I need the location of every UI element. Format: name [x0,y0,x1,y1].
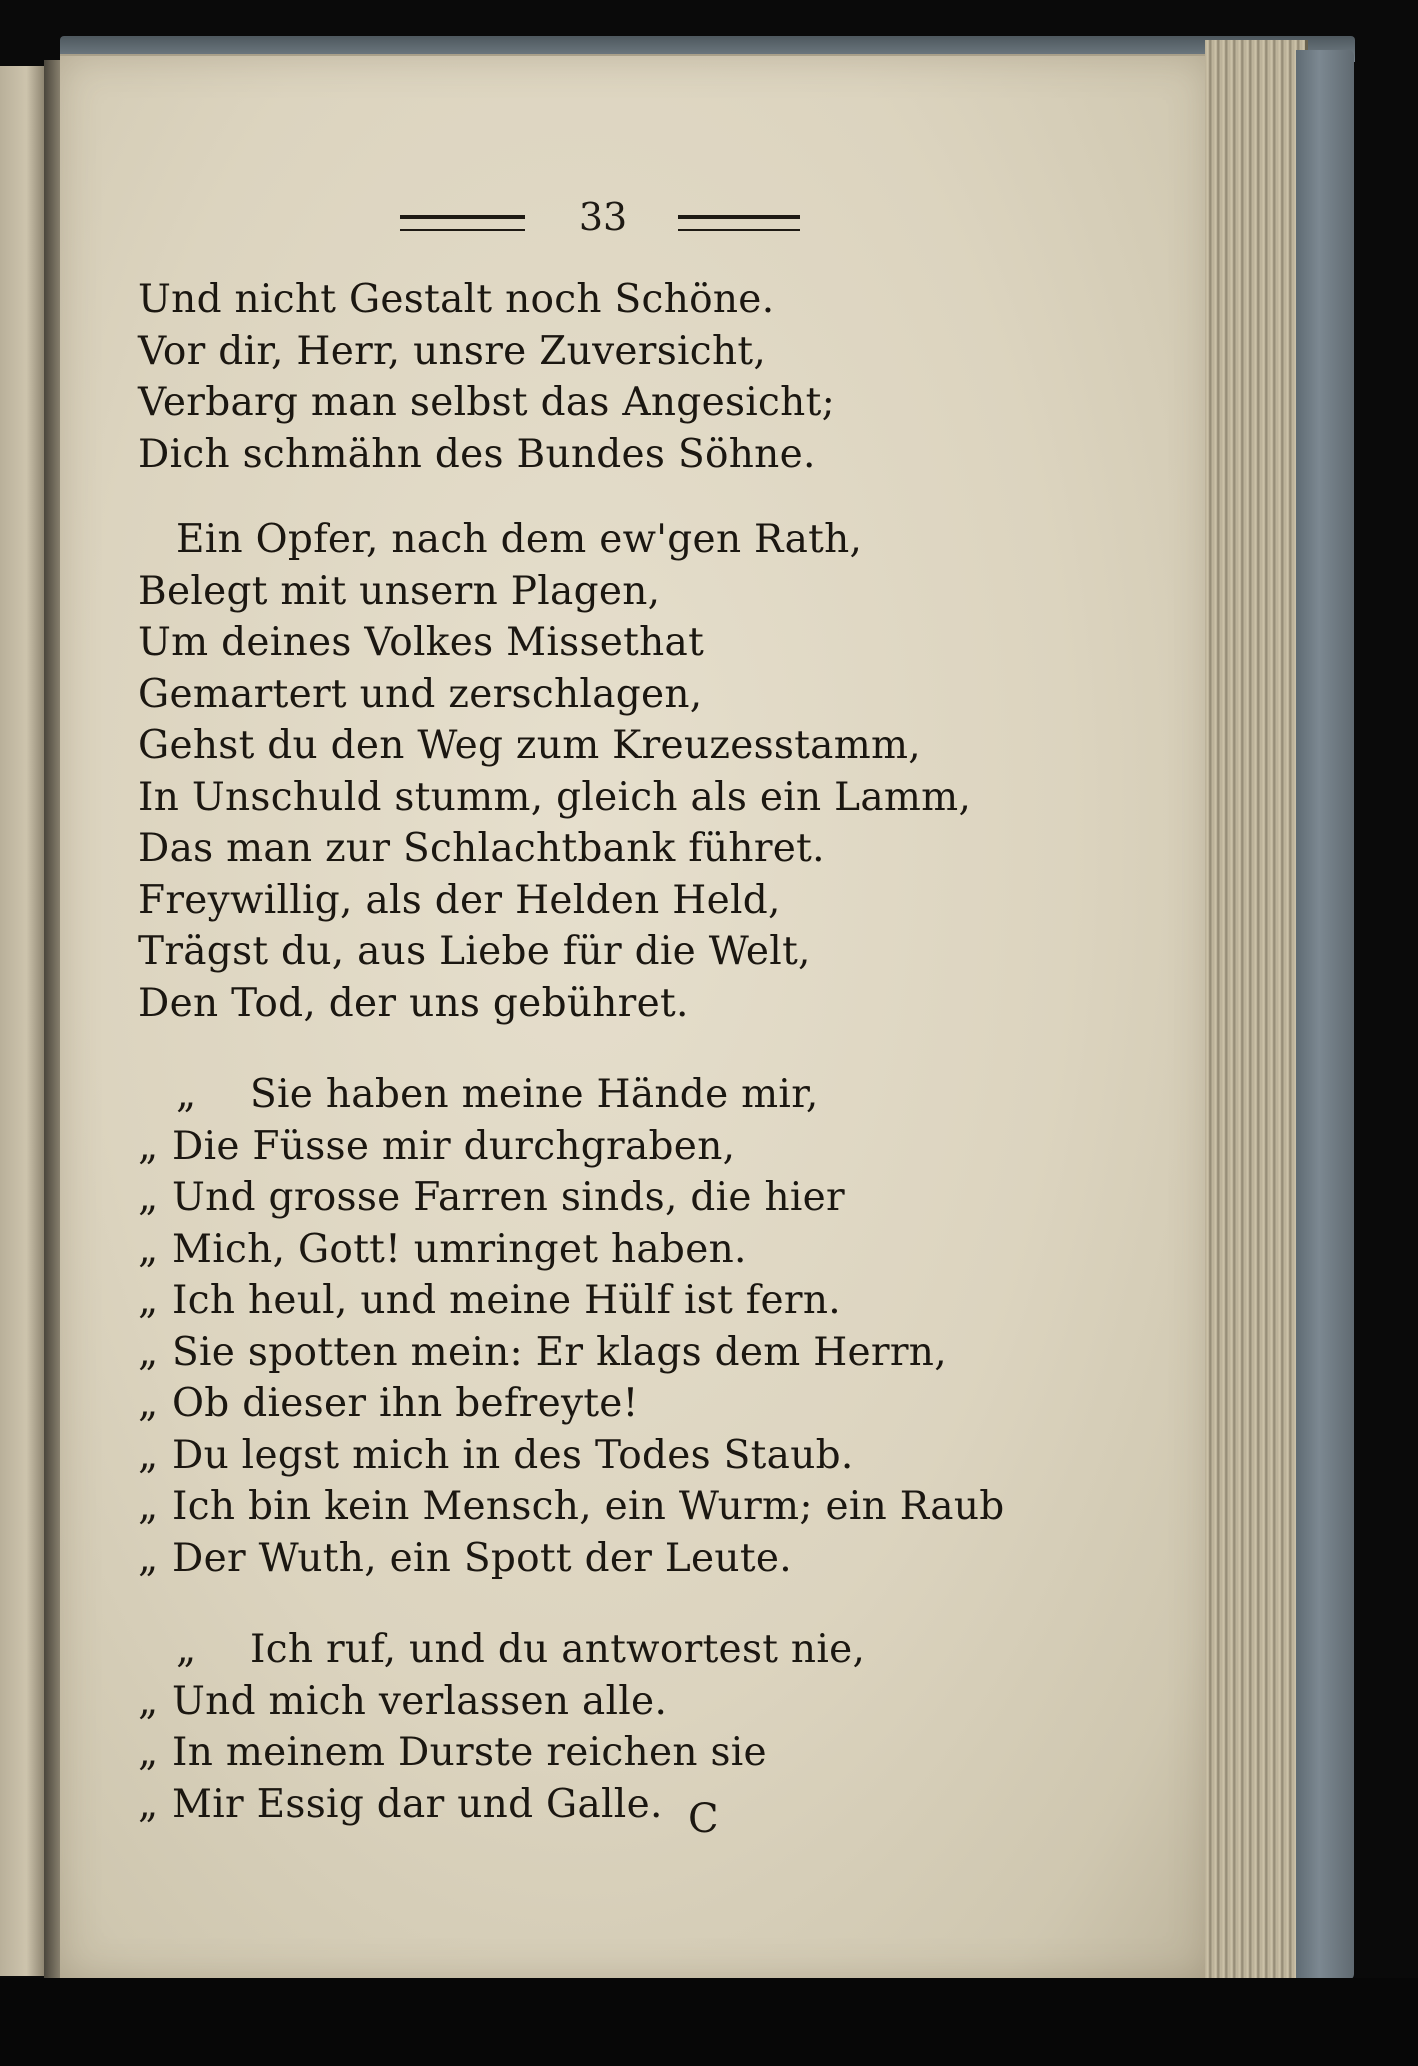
quote-mark: „ [138,1226,159,1272]
verse-line [138,1327,1178,1379]
verse-line [138,1275,1178,1327]
verse-text: Ich ruf, und du antwortest nie, [250,1627,866,1672]
verse-line [138,1676,1178,1728]
signature-mark: C [688,1796,719,1842]
verse-line: Vor dir, Herr, unsre Zuversicht, [138,328,767,374]
quote-mark: „ [138,1730,159,1775]
verse-line: Den Tod, der uns gebühret. [138,980,689,1026]
verse-line [138,1481,1178,1533]
verse-text: Du legst mich in des Todes Staub. [172,1432,854,1478]
stanza-4 [138,1624,1178,1830]
verse-line [138,1224,1178,1276]
verse-line: Trägst du, aus Liebe für die Welt, [138,929,811,974]
cover-board [1296,50,1354,1980]
verse-line: Belegt mit unsern Plagen, [138,568,661,614]
verse-text: Ich bin kein Mensch, ein Wurm; ein Raub [172,1484,1005,1529]
left-page-edge [0,66,47,1976]
poem-text [138,274,1178,1830]
quote-mark: „ [138,1678,159,1724]
verse-line: Verbarg man selbst das Angesicht; [138,380,836,425]
quote-mark: „ [176,1072,197,1117]
verse-line [138,1430,1178,1482]
scan-background [0,1978,1418,2066]
quote-mark: „ [138,1329,159,1375]
page-number: 33 [578,195,628,239]
verse-text: Ob dieser ihn befreyte! [172,1381,639,1426]
quote-mark: „ [138,1381,159,1426]
verse-line [138,1069,1178,1121]
verse-text: Die Füsse mir durchgraben, [172,1123,736,1169]
verse-line: Um deines Volkes Missethat [138,620,705,665]
quote-mark: „ [138,1432,159,1478]
verse-line [138,1172,1178,1224]
page-fore-edge [1205,40,1308,1985]
stanza-2 [138,514,1178,1029]
stanza-3 [138,1069,1178,1584]
stanza-1 [138,274,1178,480]
verse-line: Gehst du den Weg zum Kreuzesstamm, [138,723,921,768]
verse-line: In Unschuld stumm, gleich als ein Lamm, [138,774,972,820]
verse-line [138,1533,1178,1585]
verse-text: Sie haben meine Hände mir, [250,1072,819,1117]
verse-line [138,1779,1178,1831]
verse-line [138,1727,1178,1779]
header-rule-right [678,215,800,231]
verse-text: Und mich verlassen alle. [172,1678,668,1724]
verse-text: Und grosse Farren sinds, die hier [172,1175,845,1220]
verse-text: Ich heul, und meine Hülf ist fern. [172,1278,841,1323]
verse-line [138,1378,1178,1430]
quote-mark: „ [138,1781,159,1827]
verse-line: Dich schmähn des Bundes Söhne. [138,431,816,477]
quote-mark: „ [138,1535,159,1581]
quote-mark: „ [138,1278,159,1323]
verse-text: Mich, Gott! umringet haben. [172,1226,747,1272]
verse-text: Mir Essig dar und Galle. [172,1781,663,1827]
quote-mark: „ [176,1627,197,1672]
verse-line: Und nicht Gestalt noch Schöne. [138,277,775,322]
verse-text: Sie spotten mein: Er klags dem Herrn, [172,1329,947,1375]
verse-line [138,1121,1178,1173]
verse-line: Das man zur Schlachtbank führet. [138,826,825,871]
quote-mark: „ [138,1175,159,1220]
verse-text: Der Wuth, ein Spott der Leute. [172,1535,792,1581]
verse-line: Gemartert und zerschlagen, [138,671,703,717]
verse-line: Freywillig, als der Helden Held, [138,877,781,923]
header-rule-left [400,215,525,231]
quote-mark: „ [138,1484,159,1529]
verse-line [138,1624,1178,1676]
verse-text: In meinem Durste reichen sie [172,1730,767,1775]
quote-mark: „ [138,1123,159,1169]
page-header [400,195,800,243]
verse-line: Ein Opfer, nach dem ew'gen Rath, [176,517,863,562]
